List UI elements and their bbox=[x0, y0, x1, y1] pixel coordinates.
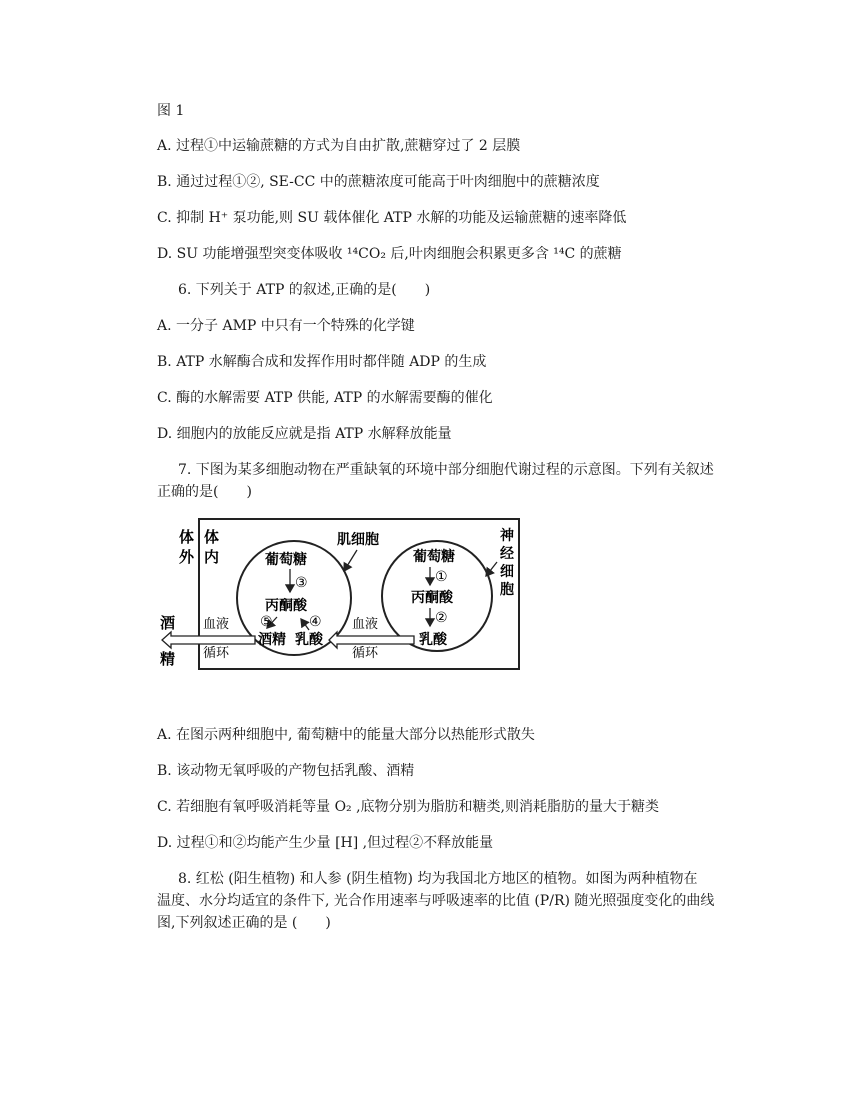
nerve-glucose: 葡萄糖 bbox=[413, 549, 455, 565]
arrow-step4 bbox=[301, 619, 309, 630]
nerve-cell-label-3: 细 bbox=[500, 564, 514, 580]
circulation-label-left: 循环 bbox=[203, 646, 230, 661]
outside-label-2: 外 bbox=[179, 548, 195, 566]
nerve-cell-label-2: 经 bbox=[500, 546, 514, 562]
q5-option-a: A. 过程①中运输蔗糖的方式为自由扩散,蔗糖穿过了 2 层膜 bbox=[157, 138, 521, 154]
nerve-cell-label-1: 神 bbox=[500, 528, 514, 544]
muscle-pyruvate: 丙酮酸 bbox=[265, 598, 307, 614]
q6-option-c: C. 酶的水解需要 ATP 供能, ATP 的水解需要酶的催化 bbox=[157, 390, 493, 406]
q6-stem: 6. 下列关于 ATP 的叙述,正确的是( ) bbox=[178, 282, 431, 298]
muscle-cell-pointer bbox=[344, 550, 357, 571]
step5-label: ⑤ bbox=[260, 614, 273, 630]
step3-label: ③ bbox=[295, 575, 308, 591]
inside-label-2: 内 bbox=[204, 548, 220, 566]
muscle-alcohol: 酒精 bbox=[258, 632, 286, 648]
alcohol-out-label-2: 精 bbox=[160, 650, 176, 668]
muscle-glucose: 葡萄糖 bbox=[265, 552, 307, 568]
q7-option-d: D. 过程①和②均能产生少量 [H] ,但过程②不释放能量 bbox=[157, 835, 494, 851]
step2-label: ② bbox=[435, 610, 448, 626]
q7-stem-line2: 正确的是( ) bbox=[157, 484, 252, 500]
q8-line2: 温度、水分均适宜的条件下, 光合作用速率与呼吸速率的比值 (P/R) 随光照强度变化的曲线 bbox=[157, 893, 715, 909]
q6-option-a: A. 一分子 AMP 中只有一个特殊的化学键 bbox=[157, 318, 415, 334]
metabolism-diagram bbox=[157, 516, 522, 672]
q6-option-d: D. 细胞内的放能反应就是指 ATP 水解释放能量 bbox=[157, 426, 452, 442]
q5-option-c: C. 抑制 H⁺ 泵功能,则 SU 载体催化 ATP 水解的功能及运输蔗糖的速率降低 bbox=[157, 210, 627, 226]
q7-option-b: B. 该动物无氧呼吸的产物包括乳酸、酒精 bbox=[157, 763, 415, 779]
nerve-cell-label-4: 胞 bbox=[500, 582, 514, 598]
step4-label: ④ bbox=[309, 614, 322, 630]
nerve-lactate: 乳酸 bbox=[419, 632, 447, 648]
muscle-cell-label: 肌细胞 bbox=[337, 532, 379, 548]
q7-option-a: A. 在图示两种细胞中, 葡萄糖中的能量大部分以热能形式散失 bbox=[157, 727, 535, 743]
figure-label: 图 1 bbox=[157, 103, 185, 119]
blood-label-right: 血液 bbox=[352, 617, 379, 632]
q5-option-d: D. SU 功能增强型突变体吸收 ¹⁴CO₂ 后,叶肉细胞会积累更多含 ¹⁴C 的蔗糖 bbox=[157, 246, 622, 262]
q8-line1: 8. 红松 (阳生植物) 和人参 (阴生植物) 均为我国北方地区的植物。如图为两种植物在 bbox=[178, 871, 698, 887]
q7-stem-line1: 7. 下图为某多细胞动物在严重缺氧的环境中部分细胞代谢过程的示意图。下列有关叙述 bbox=[178, 462, 714, 478]
step1-label: ① bbox=[435, 569, 448, 585]
inside-label-1: 体 bbox=[204, 528, 220, 546]
blood-label-left: 血液 bbox=[203, 617, 230, 632]
nerve-cell-pointer bbox=[486, 562, 497, 576]
q8-line3: 图,下列叙述正确的是 ( ) bbox=[157, 915, 331, 931]
q5-option-b: B. 通过过程①②, SE-CC 中的蔗糖浓度可能高于叶肉细胞中的蔗糖浓度 bbox=[157, 174, 600, 190]
circulation-label-right: 循环 bbox=[352, 646, 379, 661]
muscle-lactate: 乳酸 bbox=[295, 632, 323, 648]
q7-option-c: C. 若细胞有氧呼吸消耗等量 O₂ ,底物分别为脂肪和糖类,则消耗脂肪的量大于糖类 bbox=[157, 799, 660, 815]
nerve-pyruvate: 丙酮酸 bbox=[411, 590, 453, 606]
alcohol-out-label-1: 酒 bbox=[160, 614, 176, 632]
q6-option-b: B. ATP 水解酶合成和发挥作用时都伴随 ADP 的生成 bbox=[157, 354, 487, 370]
outside-label-1: 体 bbox=[179, 528, 195, 546]
